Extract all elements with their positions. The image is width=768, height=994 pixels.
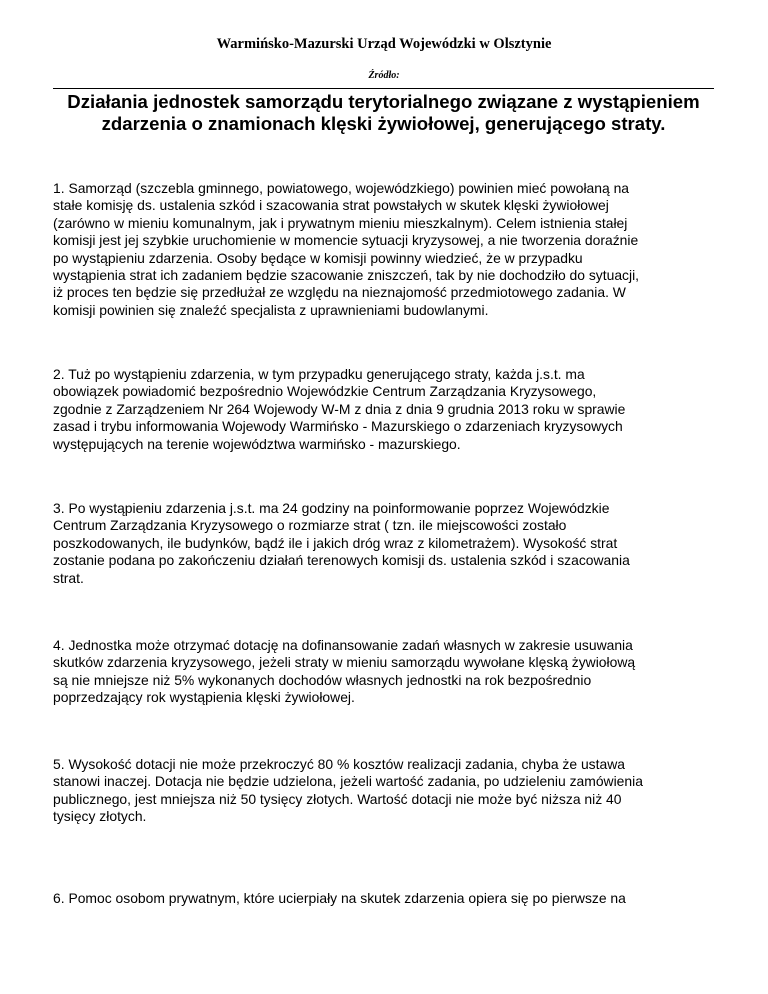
paragraph-line: zostanie podana po zakończeniu działań terenowych komisji ds. ustalenia szkód i szacowania: [53, 552, 630, 569]
paragraph-line: skutków zdarzenia kryzysowego, jeżeli straty w mieniu samorządu wywołane klęską żywiołową: [53, 654, 636, 671]
paragraph-line: tysięcy złotych.: [53, 808, 147, 825]
paragraph-line: 4. Jednostka może otrzymać dotację na dofinansowanie zadań własnych w zakresie usuwania: [53, 637, 633, 653]
paragraph-line: 1. Samorząd (szczebla gminnego, powiatowego, wojewódzkiego) powinien mieć powołaną na: [53, 180, 630, 196]
paragraph-line: komisji jest jej szybkie uruchomienie w momencie sytuacji kryzysowej, a nie tworzenia doraźnie: [53, 232, 639, 249]
paragraph-2: [53, 366, 718, 453]
paragraph-line: są nie mniejsze niż 5% wykonanych dochodów własnych jednostki na rok bezpośrednio: [53, 671, 592, 688]
source-label: Źródło:: [368, 70, 400, 81]
paragraph-6: [53, 890, 718, 907]
paragraph-line: poszkodowanych, ile budynków, bądź ile i jakich dróg wraz z kilometrażem). Wysokość strat: [53, 534, 618, 551]
paragraph-line: poprzedzający rok wystąpienia klęski żywiołowej.: [53, 689, 355, 706]
paragraph-line: wystąpienia strat ich zadaniem będzie szacowanie zniszczeń, tak by nie dochodziło do sytuacji,: [53, 267, 640, 284]
organization-header: Warmińsko-Mazurski Urząd Wojewódzki w Olsztynie: [216, 36, 552, 52]
paragraph-4: [53, 637, 718, 707]
paragraph-line: komisji powinien się znaleźć specjalista z uprawnieniami budowlanymi.: [53, 301, 489, 318]
paragraph-line: stałe komisję ds. ustalenia szkód i szacowania strat powstałych w skutek klęski żywiołowej: [53, 197, 609, 214]
paragraph-line: 2. Tuż po wystąpieniu zdarzenia, w tym przypadku generującego straty, każda j.s.t. ma: [53, 366, 585, 382]
paragraph-line: 6. Pomoc osobom prywatnym, które ucierpiały na skutek zdarzenia opiera się po pierwsze na: [53, 890, 626, 906]
paragraph-1: [53, 180, 718, 319]
paragraph-line: zasad i trybu informowania Wojewody Warmińsko - Mazurskiego o zdarzeniach kryzysowych: [53, 418, 623, 435]
title-line: zdarzenia o znamionach klęski żywiołowej, generującego straty.: [101, 113, 666, 134]
paragraph-line: 3. Po wystąpieniu zdarzenia j.s.t. ma 24 godziny na poinformowanie poprzez Wojewódzkie: [53, 500, 610, 516]
paragraph-line: strat.: [53, 569, 84, 586]
paragraph-5: [53, 756, 718, 826]
paragraph-line: Centrum Zarządzania Kryzysowego o rozmiarze strat ( tzn. ile miejscowości zostało: [53, 517, 567, 534]
paragraph-line: 5. Wysokość dotacji nie może przekroczyć 80 % kosztów realizacji zadania, chyba że ustawa: [53, 756, 625, 772]
paragraph-line: publicznego, jest mniejsza niż 50 tysięcy złotych. Wartość dotacji nie może być niższa niż 40: [53, 790, 622, 807]
paragraph-line: obowiązek powiadomić bezpośrednio Wojewódzkie Centrum Zarządzania Kryzysowego,: [53, 383, 597, 400]
paragraph-line: (zarówno w mieniu komunalnym, jak i prywatnym mieniu mieszkalnym). Celem istnienia stałej: [53, 214, 628, 231]
document-title: [53, 91, 714, 135]
header-divider: [53, 88, 714, 89]
paragraph-3: [53, 500, 718, 587]
paragraph-line: stanowi inaczej. Dotacja nie będzie udzielona, jeżeli wartość zadania, po udzieleniu zamówienia: [53, 773, 643, 790]
paragraph-line: występujących na terenie województwa warmińsko - mazurskiego.: [53, 435, 461, 452]
title-line: Działania jednostek samorządu terytorialnego związane z wystąpieniem: [67, 91, 700, 112]
paragraph-line: zgodnie z Zarządzeniem Nr 264 Wojewody W-M z dnia z dnia 9 grudnia 2013 roku w sprawie: [53, 400, 626, 417]
paragraph-line: iż proces ten będzie się przedłużał ze względu na nieznajomość przedmiotowego zadania. W: [53, 284, 626, 301]
paragraph-line: po wystąpieniu zdarzenia. Osoby będące w komisji powinny wiedzieć, że w przypadku: [53, 249, 583, 266]
